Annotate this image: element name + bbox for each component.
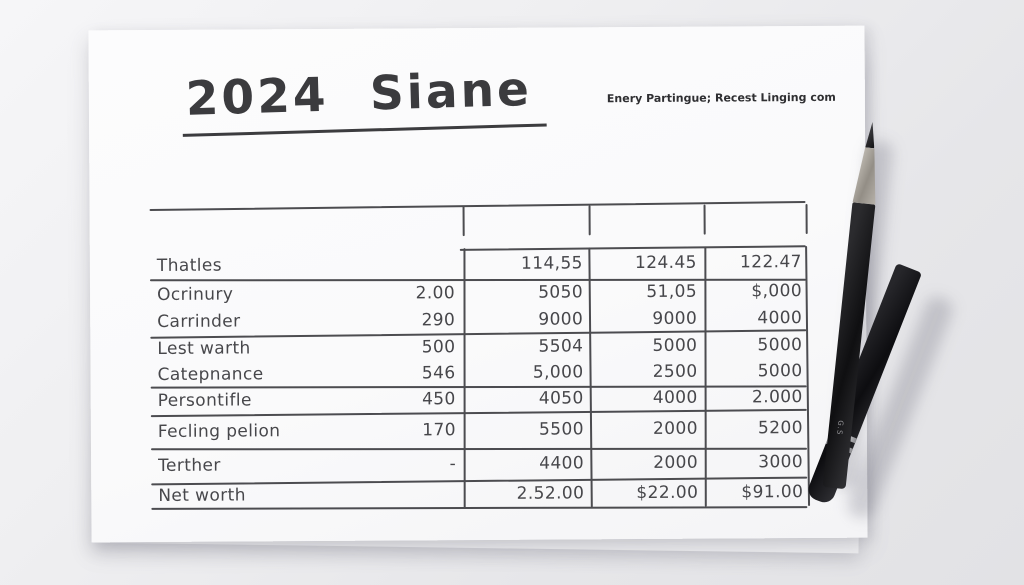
col3-value: 4000 [652,387,698,408]
col3-value: 5000 [652,335,698,356]
table-row [151,384,807,414]
col1-value: 170 [422,420,456,441]
col4-value: $91.00 [741,481,804,502]
row-label: Thatles [156,255,223,276]
table-row [150,358,806,388]
header-note: Enery Partingue; Recest Linging com [606,90,836,106]
row-label: Ocrinury [156,283,234,305]
col3-value: 124.45 [634,252,697,273]
row-label: Net worth [158,484,246,506]
table-row [150,246,806,281]
budget-sheet [88,26,867,543]
pencil-imprint-text: G.S [835,419,845,436]
header-tick-1 [463,206,465,236]
col1-value: 500 [421,336,456,357]
col4-value: 5200 [757,418,803,439]
row-label: Carrinder [157,310,241,332]
col2-value: 5,000 [532,362,584,383]
col3-value: 51,05 [646,281,698,302]
table-row [151,478,807,509]
row-label: Persontifle [157,390,252,411]
col1-value: 290 [421,309,456,330]
table-top-line [150,201,806,211]
page-title: 2024 Siane [181,63,547,136]
header-tick-4 [806,204,808,234]
col4-value: $,000 [751,280,803,301]
col3-value: 2500 [652,361,698,382]
table-row [151,410,807,450]
col1-value: 2.00 [415,282,456,303]
col4-value: 5000 [757,334,803,355]
col2-value: 5504 [538,335,584,357]
header-tick-2 [589,205,591,235]
table-row [151,446,807,482]
col2-value: 5050 [538,281,584,303]
row-label: Catepnance [157,364,264,385]
col3-value: $22.00 [636,482,699,503]
col3-value: 2000 [652,418,698,439]
table-row [150,304,806,335]
col2-value: 5500 [538,419,584,440]
col3-value: 9000 [652,308,698,329]
col2-value: 4050 [538,388,584,409]
col2-value: 114,55 [520,252,583,274]
col4-value: 2.000 [751,387,803,408]
col2-value: 4400 [539,453,585,474]
col4-value: 4000 [757,307,803,328]
col2-value: 2.52.00 [516,482,585,504]
col1-value: 546 [421,363,456,384]
col4-value: 5000 [757,361,803,382]
row-label: Lest warth [157,337,251,359]
row-label: Terther [158,455,221,476]
row-label: Fecling pelion [157,421,281,442]
table-row [150,277,806,308]
col3-value: 2000 [653,452,699,473]
pencil-lead-tip [865,122,877,149]
col2-value: 9000 [538,308,584,330]
col1-value: 450 [421,389,456,410]
col1-value: - [449,454,457,475]
table-row [150,331,806,362]
col4-value: 3000 [758,452,804,473]
header-tick-3 [704,205,706,235]
col4-value: 122.47 [739,251,802,272]
